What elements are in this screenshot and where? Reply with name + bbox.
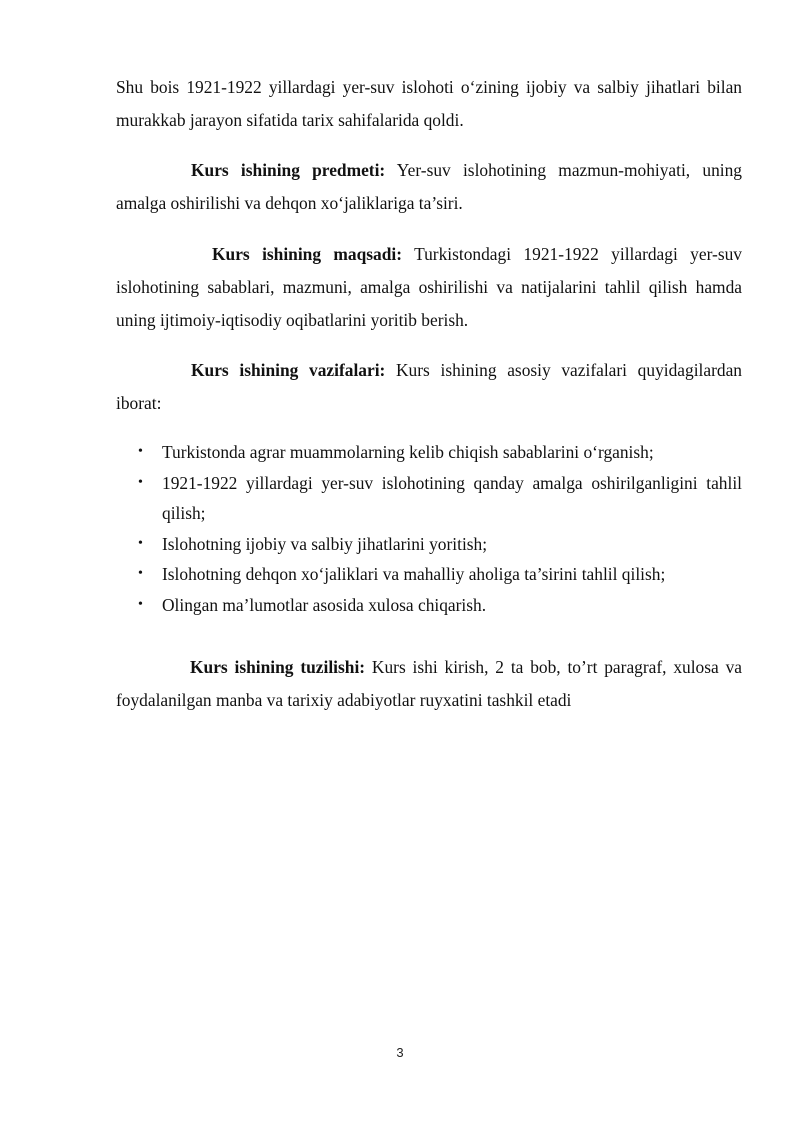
bullet-icon: • <box>138 596 143 612</box>
bullet-icon: • <box>138 474 143 490</box>
intro-text: Shu bois 1921-1922 yillardagi yer-suv islohoti o‘zining ijobiy va salbiy jihatlari bilan murakkab jarayon sifatida tarix sahifalarida qoldi. <box>116 77 742 130</box>
list-item <box>116 559 742 590</box>
list-item-text: Turkistonda agrar muammolarning kelib chiqish sabablarini o‘rganish; <box>162 442 654 462</box>
list-item <box>116 529 742 560</box>
tasks-text: Kurs ishining asosiy vazifalari quyidagilardan iborat: <box>116 360 742 413</box>
structure-label: Kurs ishining tuzilishi: <box>190 657 366 677</box>
list-item <box>116 437 742 468</box>
bullet-icon: • <box>138 444 143 459</box>
tasks-list <box>116 437 742 620</box>
list-item-text: Islohotning dehqon xo‘jaliklari va mahalliy aholiga ta’sirini tahlil qilish; <box>162 564 666 584</box>
page-number: 3 <box>396 1045 404 1060</box>
list-item <box>116 590 742 621</box>
list-item <box>116 468 742 529</box>
goal-text: Turkistondagi 1921-1922 yillardagi yer-suv islohotining sabablari, mazmuni, amalga oshirilishi va natijalarini tahlil qilish hamda uning ijtimoiy-iqtisodiy oqibatlarini yoritib berish. <box>116 244 742 330</box>
list-item-text: Olingan ma’lumotlar asosida xulosa chiqarish. <box>162 594 487 615</box>
bullet-icon: • <box>138 566 143 581</box>
subject-paragraph <box>116 154 742 220</box>
list-item-text: Islohotning ijobiy va salbiy jihatlarini yoritish; <box>162 533 488 554</box>
structure-text: Kurs ishi kirish, 2 ta bob, to’rt paragraf, xulosa va foydalanilgan manba va tarixiy adabiyotlar ruyxatini tashkil etadi <box>116 657 742 710</box>
structure-paragraph <box>116 651 742 717</box>
subject-label: Kurs ishining predmeti: <box>191 160 386 180</box>
list-item-text: 1921-1922 yillardagi yer-suv islohotining qanday amalga oshirilganligini tahlil qilish; <box>162 472 742 523</box>
goal-paragraph <box>116 238 742 337</box>
intro-paragraph <box>116 71 742 137</box>
bullet-icon: • <box>138 535 143 551</box>
goal-label: Kurs ishining maqsadi: <box>212 244 403 264</box>
tasks-paragraph <box>116 354 742 420</box>
subject-text: Yer-suv islohotining mazmun-mohiyati, uning amalga oshirilishi va dehqon xo‘jaliklariga ta’siri. <box>116 160 742 213</box>
tasks-label: Kurs ishining vazifalari: <box>191 360 386 380</box>
